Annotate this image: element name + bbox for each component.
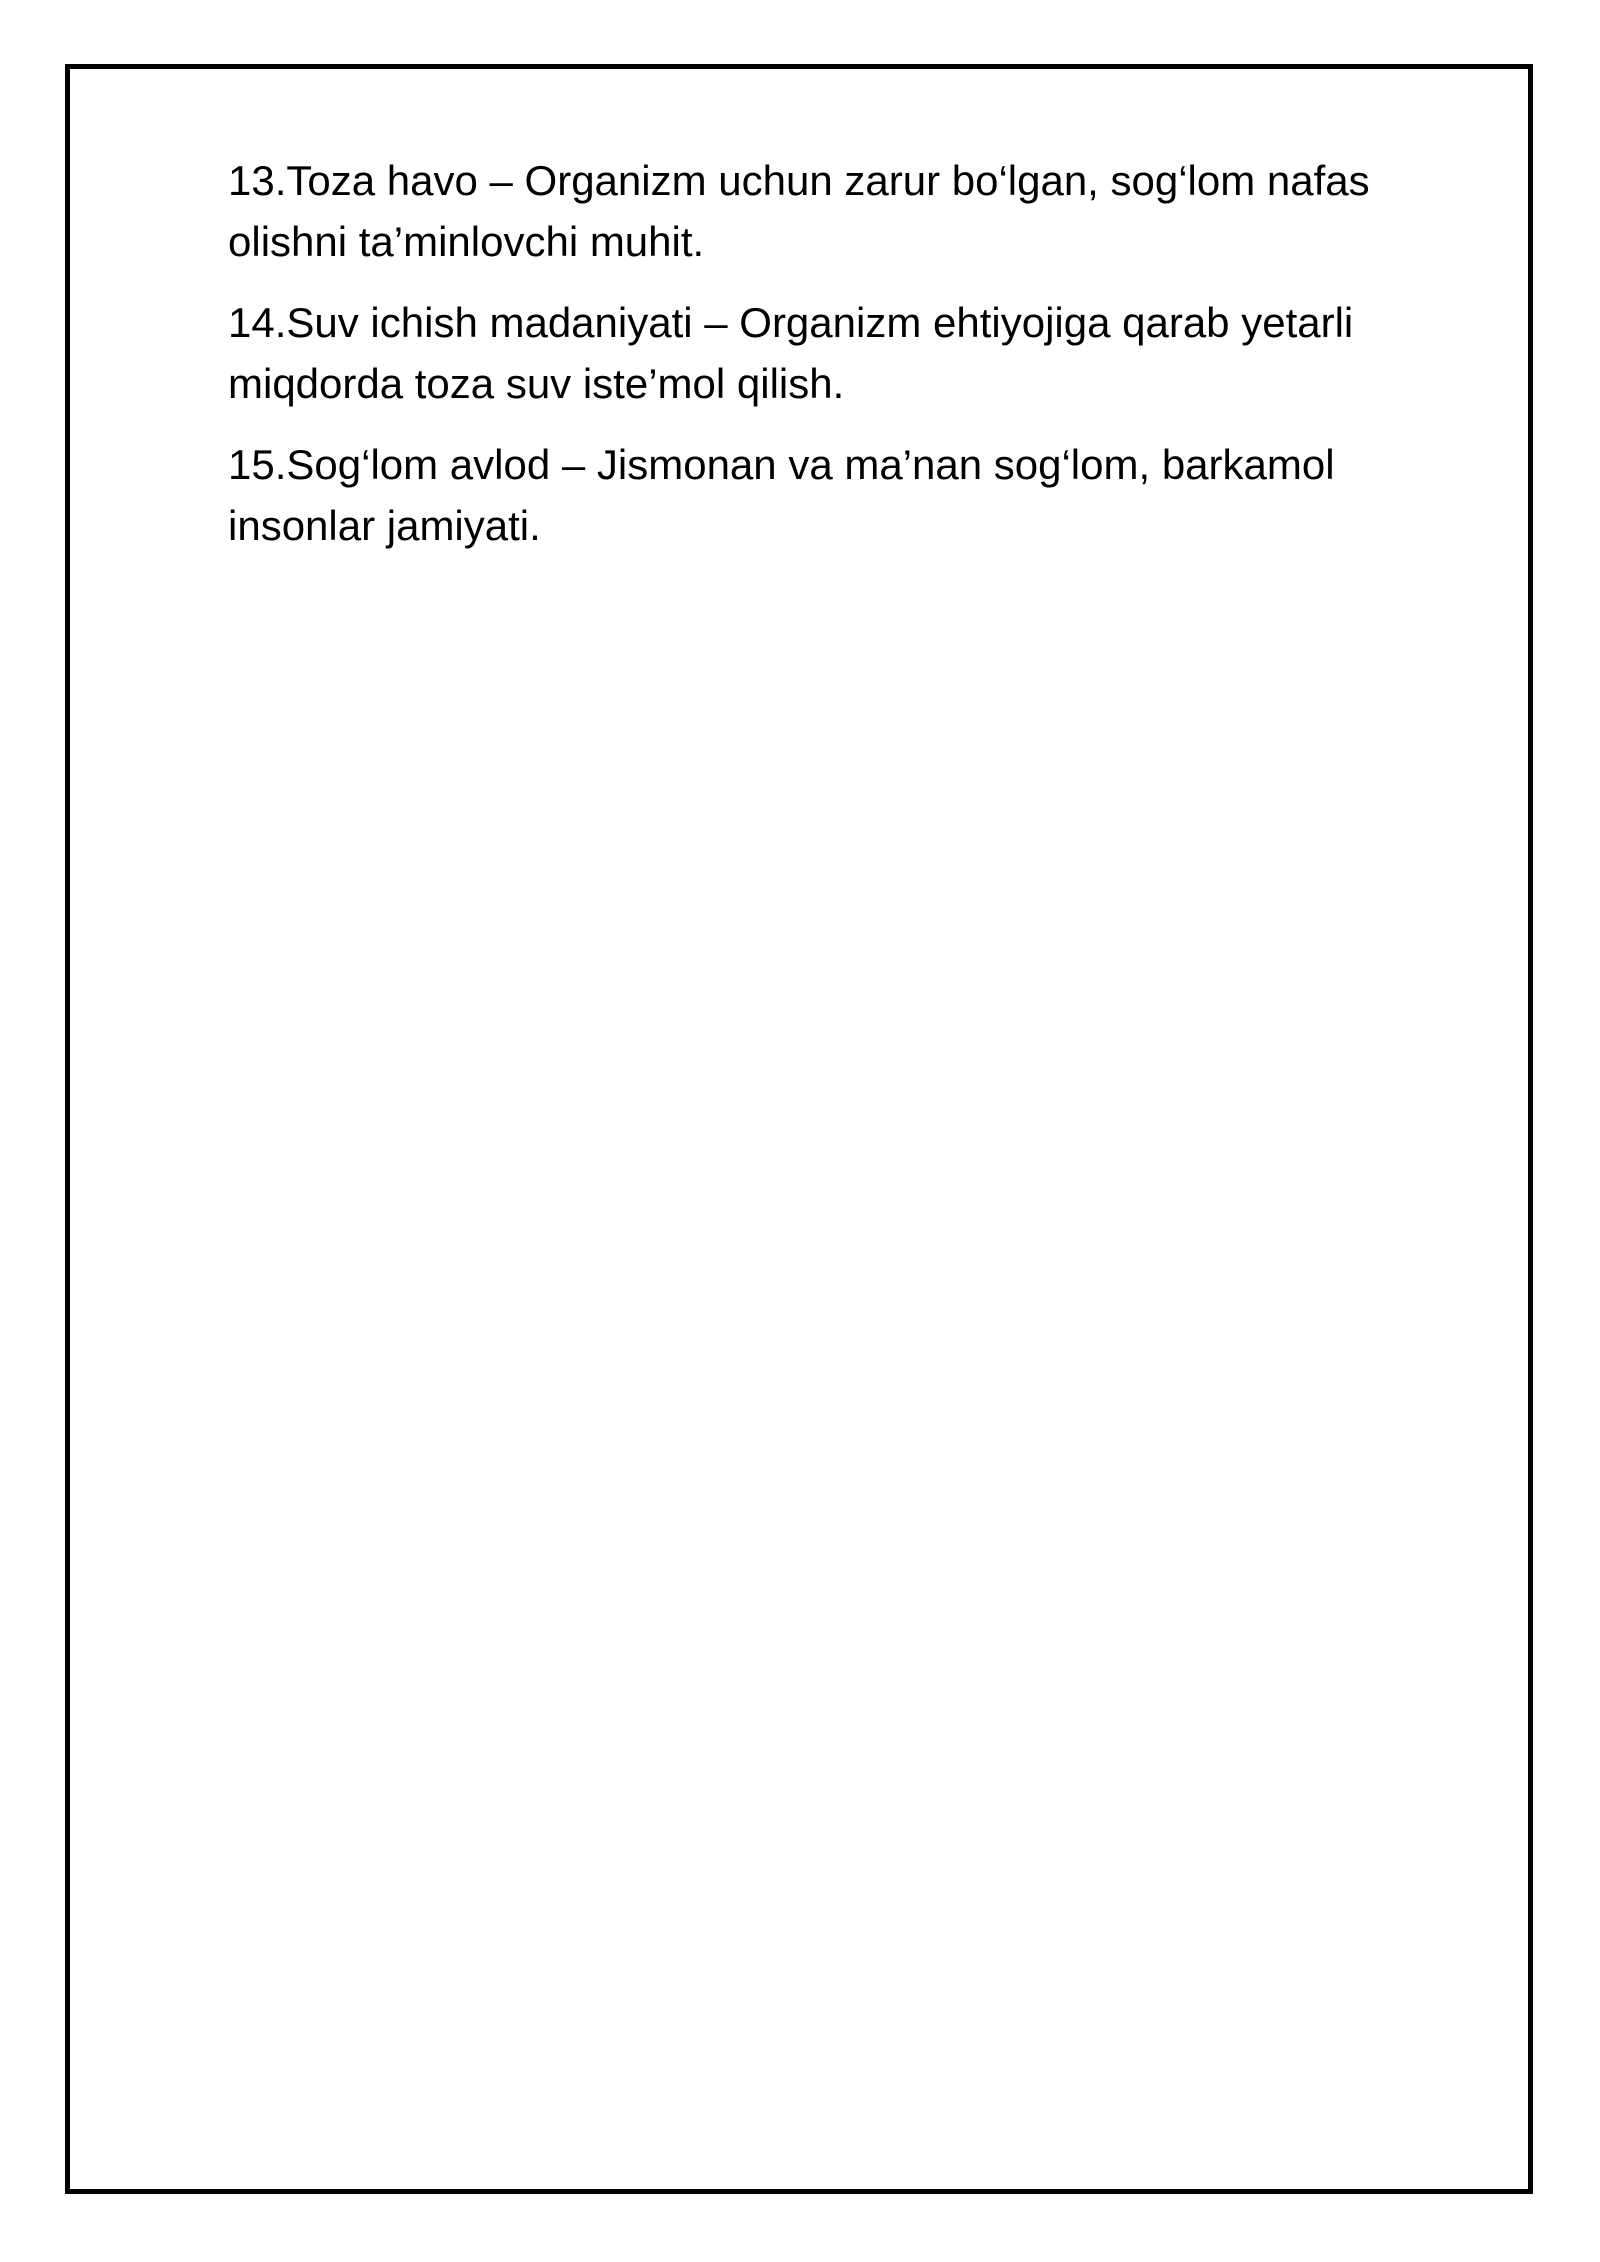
list-item-14: 14.Suv ichish madaniyati – Organizm ehtiyojiga qarab yetarli miqdorda toza suv iste’mol qilish. (228, 299, 1354, 407)
document-body (228, 150, 1458, 576)
list-item-13: 13.Toza havo – Organizm uchun zarur bo‘lgan, sog‘lom nafas olishni ta’minlovchi muhit. (228, 157, 1370, 265)
list-item-15: 15.Sog‘lom avlod – Jismonan va ma’nan sog‘lom, barkamol insonlar jamiyati. (228, 441, 1335, 549)
